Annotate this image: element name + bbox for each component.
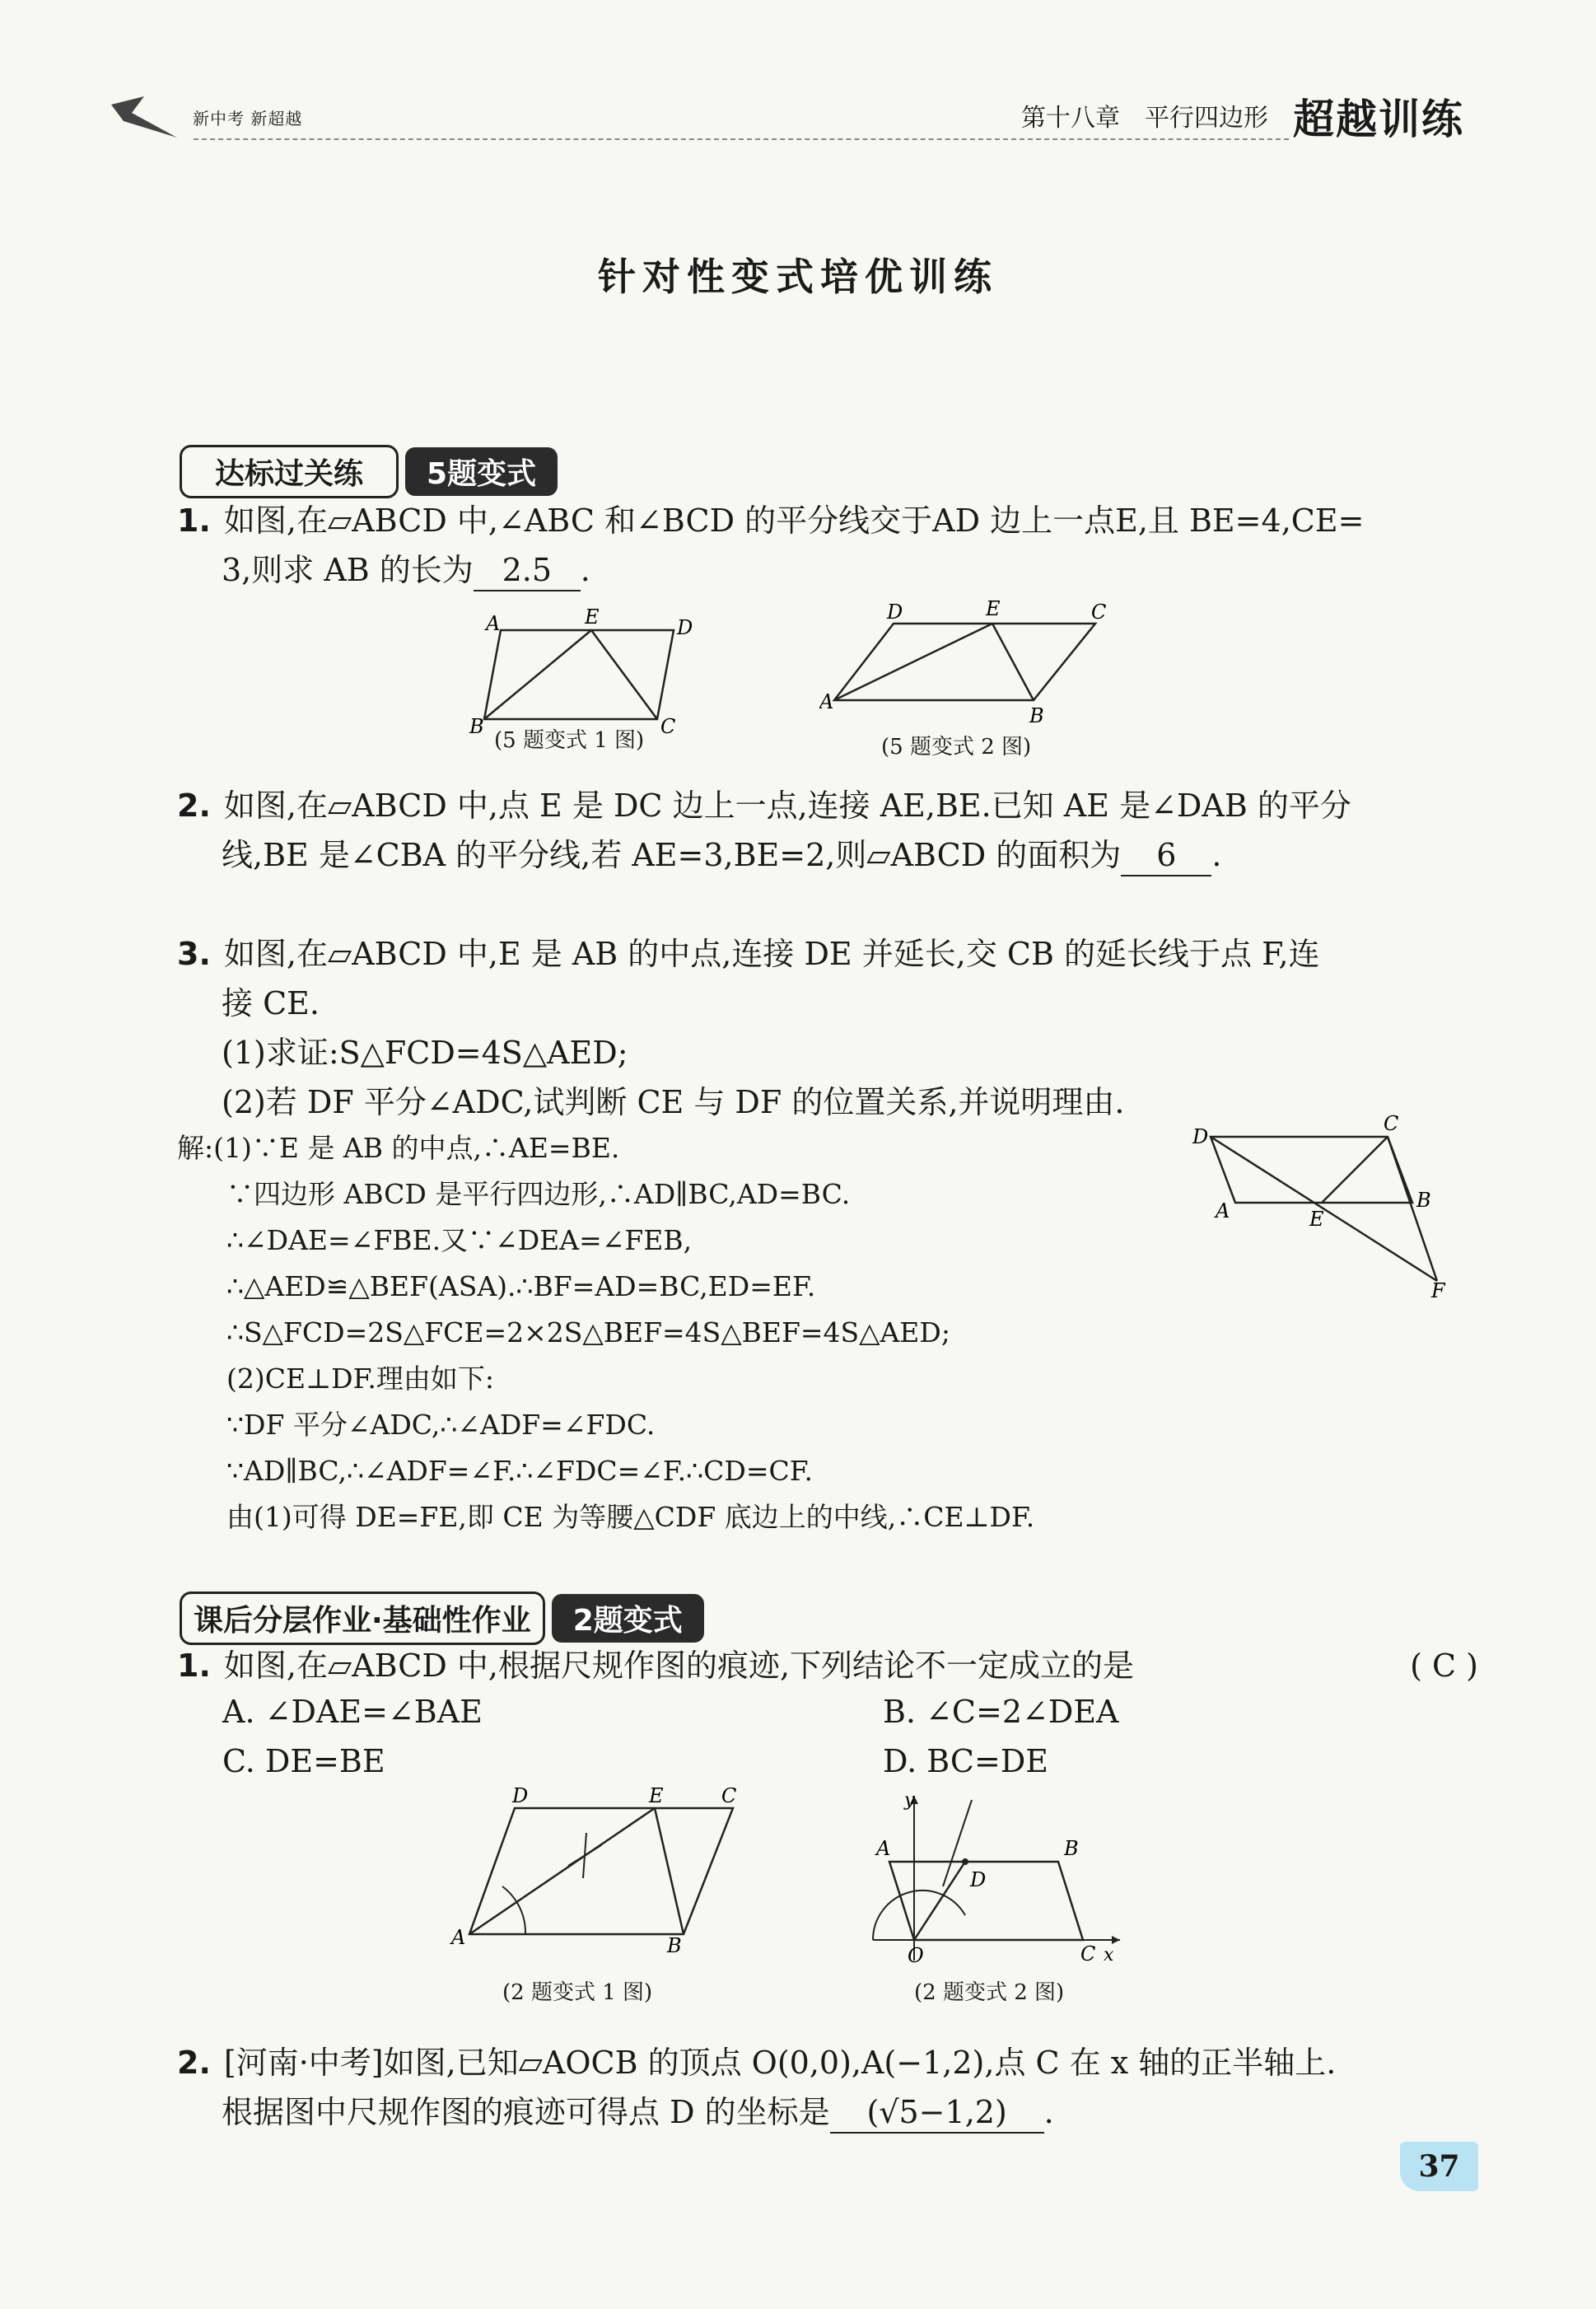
label-b: B <box>667 1934 682 1957</box>
label-d: D <box>677 616 693 639</box>
option-a: A. ∠DAE=∠BAE <box>222 1694 483 1730</box>
figure-2-2 <box>865 1788 1136 1965</box>
figure-5-1-caption: (5 题变式 1 图) <box>494 728 645 753</box>
label-a: A <box>486 612 501 635</box>
figure-2-1 <box>445 1788 749 1965</box>
s1-q2-period: . <box>1211 837 1222 873</box>
question-number: 2. <box>177 2045 211 2081</box>
label-e: E <box>986 597 1001 620</box>
s1-q2-answer: 6 <box>1121 835 1211 876</box>
solution-line: ∴△AED≌△BEF(ASA).∴BF=AD=BC,ED=EF. <box>226 1270 816 1302</box>
label-c: C <box>1384 1112 1399 1135</box>
section1-tag <box>180 445 558 498</box>
figure-2-2-caption: (2 题变式 2 图) <box>914 1980 1065 2005</box>
label-d: D <box>1192 1125 1209 1148</box>
label-a: A <box>876 1837 891 1860</box>
solution-line: 由(1)可得 DE=FE,即 CE 为等腰△CDF 底边上的中线,∴CE⊥DF. <box>226 1501 1035 1533</box>
s2-q2-line2: 根据图中尺规作图的痕迹可得点 D 的坐标是 <box>222 2094 830 2130</box>
s1-q2-line2: 线,BE 是∠CBA 的平分线,若 AE=3,BE=2,则▱ABCD 的面积为 <box>222 837 1122 873</box>
s1-q3-part1: (1)求证:S△FCD=4S△AED; <box>222 1035 628 1071</box>
header-rule <box>194 138 1289 140</box>
figure-5-2 <box>819 597 1116 729</box>
label-d: D <box>970 1868 987 1891</box>
label-e: E <box>649 1788 664 1807</box>
s2-q1-answer: ( C ) <box>1410 1648 1478 1684</box>
section2-variant: 2题变式 <box>552 1594 704 1643</box>
label-a: A <box>1216 1199 1230 1222</box>
label-f: F <box>1431 1279 1445 1302</box>
label-c: C <box>1080 1942 1096 1965</box>
option-b: B. ∠C=2∠DEA <box>883 1694 1119 1730</box>
solution-line: ∴∠DAE=∠FBE.又∵∠DEA=∠FEB, <box>226 1224 693 1256</box>
page-number: 37 <box>1400 2142 1478 2191</box>
section1-variant: 5题变式 <box>405 447 558 496</box>
section2-tag <box>180 1592 704 1645</box>
label-d: D <box>887 601 903 624</box>
s1-q1-line2: 3,则求 AB 的长为 <box>222 552 474 588</box>
label-d: D <box>512 1788 529 1807</box>
s2-q2-period: . <box>1043 2094 1054 2130</box>
solution-line: ∵DF 平分∠ADC,∴∠ADF=∠FDC. <box>226 1409 656 1441</box>
solution-line: ∵四边形 ABCD 是平行四边形,∴AD∥BC,AD=BC. <box>226 1178 851 1210</box>
s1-q3-line2: 接 CE. <box>222 985 320 1021</box>
s2-q2-answer: (√5−1,2) <box>830 2092 1044 2134</box>
s2-q1-stem: 如图,在▱ABCD 中,根据尺规作图的痕迹,下列结论不一定成立的是 <box>223 1648 1135 1684</box>
s1-q1-answer: 2.5 <box>474 550 581 591</box>
figure-q3 <box>1186 1112 1458 1302</box>
s1-q2-line1: 如图,在▱ABCD 中,点 E 是 DC 边上一点,连接 AE,BE.已知 AE 是∠DAB 的平分 <box>223 788 1351 824</box>
figure-5-2-caption: (5 题变式 2 图) <box>881 735 1032 760</box>
label-e: E <box>585 605 600 629</box>
s1-q1 <box>177 496 1478 595</box>
option-c: C. DE=BE <box>222 1743 385 1779</box>
question-number: 1. <box>177 1648 211 1684</box>
s1-q3-line1: 如图,在▱ABCD 中,E 是 AB 的中点,连接 DE 并延长,交 CB 的延长线于点 F,连 <box>223 936 1320 972</box>
logo-icon <box>107 92 181 142</box>
label-a: A <box>451 1926 466 1949</box>
header-series: 超越训练 <box>1293 96 1464 143</box>
question-number: 1. <box>177 502 211 539</box>
section1-label: 达标过关练 <box>180 445 399 498</box>
label-b: B <box>1416 1189 1431 1212</box>
s1-q2 <box>177 781 1478 880</box>
label-c: C <box>1091 601 1107 624</box>
header-brand: 新中考 新超越 <box>193 108 303 129</box>
solution-line: ∵AD∥BC,∴∠ADF=∠F.∴∠FDC=∠F.∴CD=CF. <box>226 1455 813 1487</box>
s1-q3-part2: (2)若 DF 平分∠ADC,试判断 CE 与 DF 的位置关系,并说明理由. <box>222 1084 1125 1120</box>
label-c: C <box>660 715 676 738</box>
s1-q3-solution <box>177 1125 1182 1540</box>
s2-q1 <box>177 1641 1478 1690</box>
question-number: 2. <box>177 788 211 824</box>
solution-line: (2)CE⊥DF.理由如下: <box>226 1362 494 1395</box>
s1-q1-line1: 如图,在▱ABCD 中,∠ABC 和∠BCD 的平分线交于AD 边上一点E,且 BE=4,CE= <box>223 502 1365 539</box>
label-x: x <box>1104 1945 1114 1965</box>
s2-q2-line1: [河南·中考]如图,已知▱AOCB 的顶点 O(0,0),A(−1,2),点 C 在 x 轴的正半轴上. <box>223 2045 1337 2081</box>
header-chapter: 第十八章 平行四边形 <box>1021 104 1268 133</box>
label-b: B <box>469 715 484 738</box>
figure-2-1-caption: (2 题变式 1 图) <box>502 1980 653 2005</box>
label-a: A <box>819 690 834 713</box>
question-number: 3. <box>177 936 211 972</box>
label-e: E <box>1309 1208 1324 1231</box>
label-b: B <box>1029 704 1044 727</box>
label-y: y <box>904 1790 915 1811</box>
label-c: C <box>721 1788 737 1807</box>
s1-q3 <box>177 929 1478 1127</box>
label-o: O <box>908 1944 924 1965</box>
solution-line: 解:(1)∵E 是 AB 的中点,∴AE=BE. <box>177 1132 620 1164</box>
s2-q2 <box>177 2038 1478 2137</box>
solution-line: ∴S△FCD=2S△FCE=2×2S△BEF=4S△BEF=4S△AED; <box>226 1316 950 1348</box>
option-d: D. BC=DE <box>883 1743 1049 1779</box>
section2-label: 课后分层作业·基础性作业 <box>180 1592 545 1645</box>
header-brand-area <box>107 92 302 142</box>
page-title: 针对性变式培优训练 <box>598 255 998 299</box>
s1-q1-period: . <box>580 552 590 588</box>
label-b: B <box>1064 1837 1079 1860</box>
